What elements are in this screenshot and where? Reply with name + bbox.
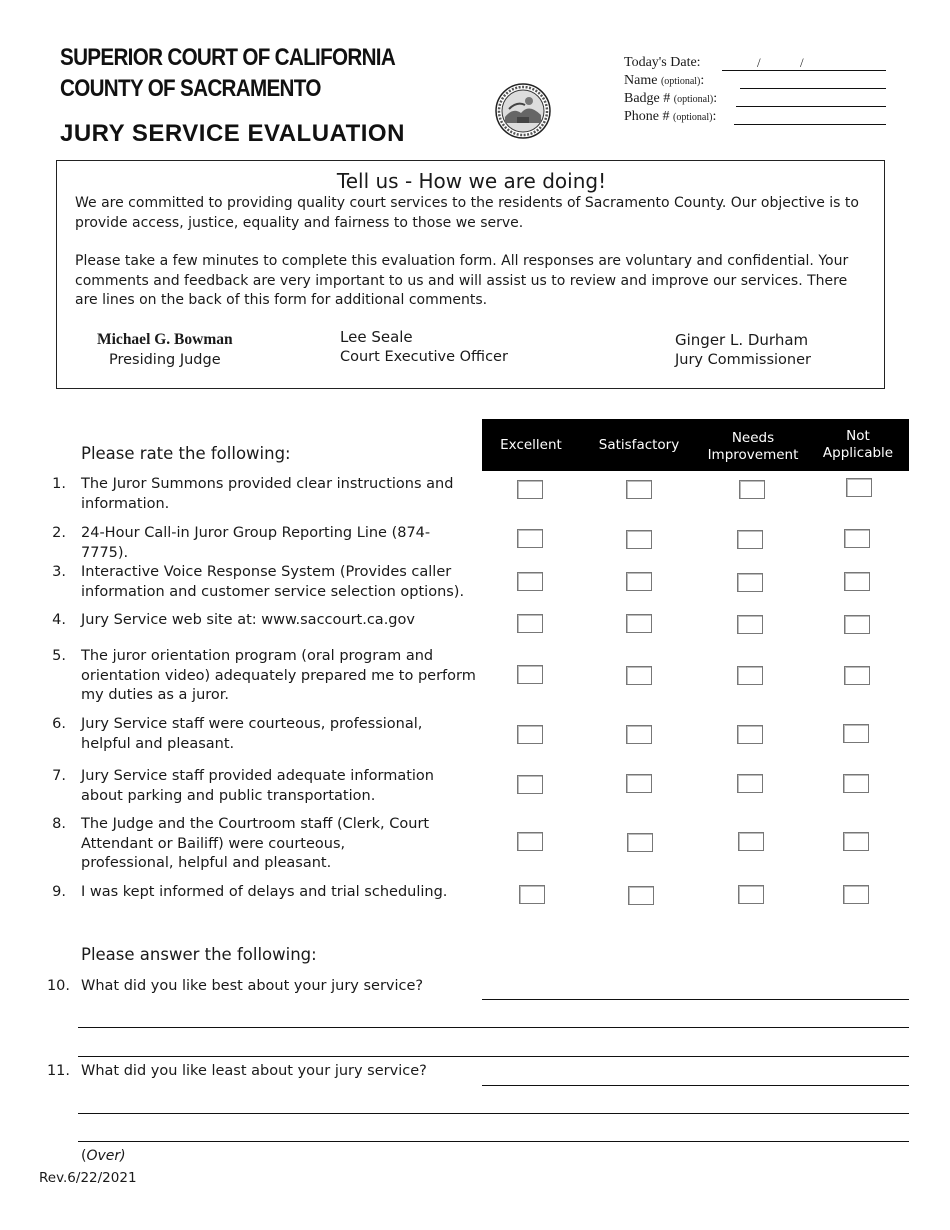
q5-satisfactory-checkbox[interactable] xyxy=(626,666,652,685)
question-text: What did you like best about your jury service? xyxy=(81,978,424,994)
court-seal-icon xyxy=(495,83,551,139)
phone-row: Phone # (optional): xyxy=(624,109,886,127)
q1-excellent-checkbox[interactable] xyxy=(517,480,543,499)
q3-not-applicable-checkbox[interactable] xyxy=(844,572,870,591)
question-number: 10. xyxy=(46,978,70,994)
intro-title: Tell us - How we are doing! xyxy=(336,169,607,193)
over-text: Over) xyxy=(86,1148,126,1164)
q7-needs-improvement-checkbox[interactable] xyxy=(737,774,763,793)
question-text: Jury Service staff provided adequate information about parking and public transportation. xyxy=(81,768,434,804)
q4-satisfactory-checkbox[interactable] xyxy=(626,614,652,633)
badge-optional: (optional) xyxy=(673,94,714,105)
q7-not-applicable-checkbox[interactable] xyxy=(843,774,869,793)
question-number: 2. xyxy=(52,525,66,541)
q8-needs-improvement-checkbox[interactable] xyxy=(738,832,764,851)
badge-label: Badge # xyxy=(624,91,671,106)
date-separator-2: / xyxy=(800,55,804,70)
q8-satisfactory-checkbox[interactable] xyxy=(627,833,653,852)
question-number: 4. xyxy=(52,612,66,628)
q1-needs-improvement-checkbox[interactable] xyxy=(739,480,765,499)
question-text: The Juror Summons provided clear instructions and information. xyxy=(81,476,454,512)
q11-answer-line-3[interactable] xyxy=(78,1141,909,1142)
signatory-3 xyxy=(675,330,811,370)
question-text: Jury Service staff were courteous, professional, helpful and pleasant. xyxy=(81,716,423,752)
date-separator-1: / xyxy=(757,55,761,70)
q3-satisfactory-checkbox[interactable] xyxy=(626,572,652,591)
question-number: 9. xyxy=(52,884,66,900)
question-text: 24-Hour Call-in Juror Group Reporting Line (874-7775). xyxy=(81,525,431,561)
signatory-2 xyxy=(340,327,508,367)
question-number: 8. xyxy=(52,816,66,832)
name-row: Name (optional): xyxy=(624,73,886,91)
column-needs-improvement: Needs Improvement xyxy=(707,430,799,463)
intro-paragraph-1: We are committed to providing quality court services to the residents of Sacramento County. Our objective is to provide access, justice, equality and fairness to those we serve. xyxy=(75,195,859,231)
signatory-1 xyxy=(97,330,233,370)
q9-satisfactory-checkbox[interactable] xyxy=(628,886,654,905)
q4-not-applicable-checkbox[interactable] xyxy=(844,615,870,634)
q6-excellent-checkbox[interactable] xyxy=(517,725,543,744)
name-field[interactable] xyxy=(740,88,886,89)
question-text: What did you like least about your jury service? xyxy=(81,1063,427,1079)
question-number: 5. xyxy=(52,648,66,664)
court-name xyxy=(60,42,395,104)
answer-section-label: Please answer the following: xyxy=(81,945,317,964)
q3-excellent-checkbox[interactable] xyxy=(517,572,543,591)
q2-needs-improvement-checkbox[interactable] xyxy=(737,530,763,549)
column-excellent: Excellent xyxy=(500,436,562,453)
q6-satisfactory-checkbox[interactable] xyxy=(626,725,652,744)
q5-needs-improvement-checkbox[interactable] xyxy=(737,666,763,685)
signatory-name: Lee Seale xyxy=(340,328,413,346)
q9-not-applicable-checkbox[interactable] xyxy=(843,885,869,904)
q2-excellent-checkbox[interactable] xyxy=(517,529,543,548)
column-not-applicable: Not Applicable xyxy=(822,428,894,461)
q2-not-applicable-checkbox[interactable] xyxy=(844,529,870,548)
q9-excellent-checkbox[interactable] xyxy=(519,885,545,904)
phone-field[interactable] xyxy=(734,124,886,125)
q9-needs-improvement-checkbox[interactable] xyxy=(738,885,764,904)
intro-box xyxy=(56,160,885,389)
revision-date: Rev.6/22/2021 xyxy=(39,1170,137,1186)
badge-field[interactable] xyxy=(736,106,886,107)
phone-optional: (optional) xyxy=(673,112,713,123)
date-label: Today's Date: xyxy=(624,55,701,70)
column-satisfactory: Satisfactory xyxy=(598,436,680,453)
q6-needs-improvement-checkbox[interactable] xyxy=(737,725,763,744)
name-optional: (optional) xyxy=(660,76,701,87)
q5-not-applicable-checkbox[interactable] xyxy=(844,666,870,685)
question-number: 1. xyxy=(52,476,66,492)
q2-satisfactory-checkbox[interactable] xyxy=(626,530,652,549)
header-fields xyxy=(624,55,886,127)
rating-column-header xyxy=(482,419,909,471)
q11-answer-line-1[interactable] xyxy=(482,1085,909,1086)
q8-not-applicable-checkbox[interactable] xyxy=(843,832,869,851)
question-text: Jury Service web site at: www.saccourt.ca.gov xyxy=(81,612,415,628)
question-text: Interactive Voice Response System (Provides caller information and customer service selection options). xyxy=(81,564,465,600)
q4-needs-improvement-checkbox[interactable] xyxy=(737,615,763,634)
q1-satisfactory-checkbox[interactable] xyxy=(626,480,652,499)
question-text: I was kept informed of delays and trial scheduling. xyxy=(81,884,448,900)
question-number: 7. xyxy=(52,768,66,784)
badge-row: Badge # (optional): xyxy=(624,91,886,109)
signatory-title: Jury Commissioner xyxy=(675,352,811,368)
q5-excellent-checkbox[interactable] xyxy=(517,665,543,684)
over-note: (Over) xyxy=(81,1148,126,1164)
question-number: 11. xyxy=(46,1063,70,1079)
signatory-title: Presiding Judge xyxy=(108,352,221,368)
q1-not-applicable-checkbox[interactable] xyxy=(846,478,872,497)
q4-excellent-checkbox[interactable] xyxy=(517,614,543,633)
q3-needs-improvement-checkbox[interactable] xyxy=(737,573,763,592)
name-label: Name xyxy=(624,73,658,88)
q10-answer-line-3[interactable] xyxy=(78,1056,909,1057)
question-text: The Judge and the Courtroom staff (Clerk, Court Attendant or Bailiff) were courteous, professional, helpful and pleasant. xyxy=(81,816,430,871)
q11-answer-line-2[interactable] xyxy=(78,1113,909,1114)
signatory-title: Court Executive Officer xyxy=(340,349,508,365)
question-number: 3. xyxy=(52,564,66,580)
phone-label: Phone # xyxy=(624,109,670,124)
signatory-name: Michael G. Bowman xyxy=(97,331,233,348)
date-row xyxy=(624,55,886,73)
q7-excellent-checkbox[interactable] xyxy=(517,775,543,794)
court-name-line1: SUPERIOR COURT OF CALIFORNIA xyxy=(60,44,396,71)
signatory-name: Ginger L. Durham xyxy=(675,331,809,349)
court-name-line2: COUNTY OF SACRAMENTO xyxy=(60,75,321,102)
q10-answer-line-2[interactable] xyxy=(78,1027,909,1028)
question-text: The juror orientation program (oral program and orientation video) adequately prepared me to perform my duties as a juror. xyxy=(81,648,476,703)
rating-section-label: Please rate the following: xyxy=(81,444,291,463)
question-number: 6. xyxy=(52,716,66,732)
q7-satisfactory-checkbox[interactable] xyxy=(626,774,652,793)
q10-answer-line-1[interactable] xyxy=(482,999,909,1000)
intro-paragraph-2: Please take a few minutes to complete this evaluation form. All responses are voluntary and confidential. Your comments and feedback are very important to us and will assist us to review and improve our services. There are lines on the back of this form for additional comments. xyxy=(75,253,849,308)
q8-excellent-checkbox[interactable] xyxy=(517,832,543,851)
q6-not-applicable-checkbox[interactable] xyxy=(843,724,869,743)
date-field[interactable] xyxy=(722,70,886,71)
form-title: JURY SERVICE EVALUATION xyxy=(60,120,405,147)
